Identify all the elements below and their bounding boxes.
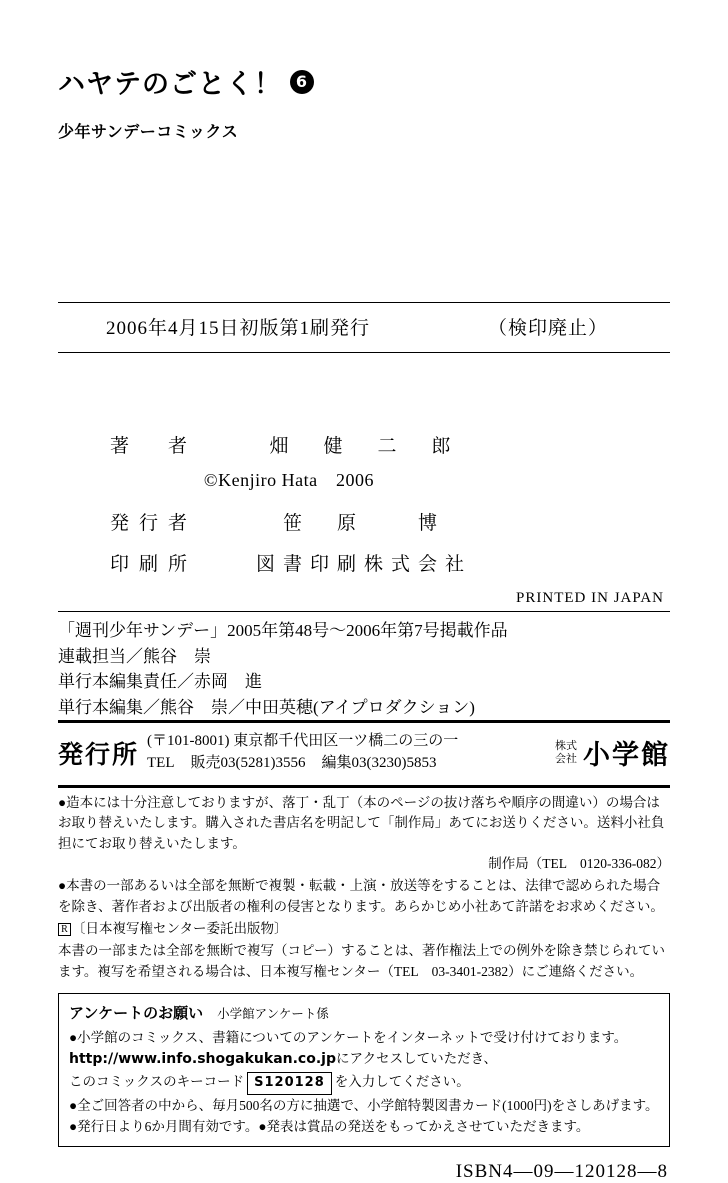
publisher-row	[58, 723, 670, 785]
survey-line-4: ●全ご回答者の中から、毎月500名の方に抽選で、小学館特製図書カード(1000円)をさしあげます。	[69, 1097, 659, 1113]
credit-value-publisher-person: 笹 原 博	[282, 513, 445, 534]
credit-row	[58, 508, 670, 535]
credit-row	[58, 549, 670, 576]
notice-defects: ●造本には十分注意しておりますが、落丁・乱丁（本のページの抜け落ちや順序の間違い）の場合はお取り替えいたします。購入された書店名を明記して「制作局」あてにお送りください。送料小社負担にてお取り替えいたします。	[58, 794, 665, 852]
tel-label: TEL	[147, 754, 175, 771]
serialization-line: 単行本編集責任／赤岡 進	[58, 672, 262, 691]
survey-keycode-after: を入力してください。	[334, 1073, 470, 1089]
publisher-name: 小学館	[583, 740, 670, 772]
notices-block	[58, 788, 670, 983]
serialization-line: 連載担当／熊谷 崇	[58, 646, 211, 666]
survey-keycode-before: このコミックスのキーコード	[69, 1073, 245, 1089]
copyright-line: ©Kenjiro Hata 2006	[203, 470, 375, 490]
series-label: 少年サンデーコミックス	[58, 122, 239, 141]
survey-keycode-line	[69, 1071, 659, 1095]
rights-center-label: 〔日本複写権センター委託出版物〕	[72, 921, 288, 937]
notice-production-contact: 制作局（TEL 0120-336-082）	[488, 856, 670, 872]
credit-label-publisher-person: 発行者	[110, 513, 198, 534]
publication-date: 2006年4月15日初版第1刷発行	[106, 318, 371, 339]
credits-block	[58, 431, 670, 576]
company-type-line2: 会社	[555, 752, 577, 765]
publisher-address-block	[147, 731, 555, 775]
printed-in-japan: PRINTED IN JAPAN	[516, 590, 664, 606]
publication-date-row	[58, 303, 670, 352]
survey-line-1: ●小学館のコミックス、書籍についてのアンケートをインターネットで受け付けております。	[69, 1029, 628, 1045]
tel-editorial: 編集03(3230)5853	[321, 754, 437, 771]
serialization-line: 単行本編集／熊谷 崇／中田英穂(アイプロダクション)	[58, 697, 475, 717]
company-type-line1: 株式	[555, 740, 577, 753]
credit-row	[58, 431, 670, 458]
publisher-address: (〒101-8001) 東京都千代田区一ツ橋二の三の一	[147, 733, 459, 749]
credit-value-printer: 図書印刷株式会社	[255, 554, 472, 575]
serialization-block	[58, 612, 670, 720]
survey-url-after: にアクセスしていただき、	[335, 1051, 498, 1067]
title-block	[58, 62, 670, 142]
notice-reproduction: ●本書の一部あるいは全部を無断で複製・転載・上演・放送等をすることは、法律で認められた場合を除き、著作者および出版者の権利の侵害となります。あらかじめ小社あて許諾をお求めください。	[58, 878, 664, 915]
company-type-prefix	[555, 740, 577, 765]
rights-center-text: 本書の一部または全部を無断で複写（コピー）することは、著作権法上での例外を除き禁じられています。複写を希望される場合は、日本複写権センター（TEL 03-3401-2382）にご連絡ください。	[58, 942, 665, 979]
serialization-line: 「週刊少年サンデー」2005年第48号〜2006年第7号掲載作品	[58, 621, 508, 640]
book-title	[58, 62, 670, 101]
tel-sales: 販売03(5281)3556	[190, 754, 306, 771]
divider-below-pubdate	[58, 352, 670, 353]
spacer-top	[58, 142, 670, 302]
rights-center-mark-line	[58, 919, 670, 940]
credit-value-author: 畑 健 二 郎	[269, 436, 459, 457]
survey-title: アンケートのお願い	[69, 1003, 204, 1022]
book-title-text: ハヤテのごとく！	[58, 69, 282, 100]
publisher-tel-line	[147, 753, 555, 775]
survey-url-line	[69, 1048, 659, 1070]
volume-badge: 6	[290, 70, 314, 94]
isbn: ISBN4—09—120128—8	[455, 1160, 668, 1182]
credit-label-author: 著 者	[110, 436, 198, 457]
survey-header	[69, 1001, 659, 1025]
survey-subtitle: 小学館アンケート係	[217, 1006, 329, 1021]
survey-keycode: S120128	[247, 1072, 332, 1095]
survey-line-5: ●発行日より6か月間有効です。●発表は賞品の発送をもってかえさせていただきます。	[69, 1119, 590, 1135]
seal-abolished-note: （検印廃止）	[487, 318, 608, 339]
survey-url[interactable]: http://www.info.shogakukan.co.jp	[69, 1051, 336, 1068]
credit-label-printer: 印刷所	[110, 554, 198, 575]
publisher-label: 発行所	[58, 739, 140, 769]
r-mark-icon: R	[58, 923, 71, 936]
survey-box	[58, 993, 670, 1147]
